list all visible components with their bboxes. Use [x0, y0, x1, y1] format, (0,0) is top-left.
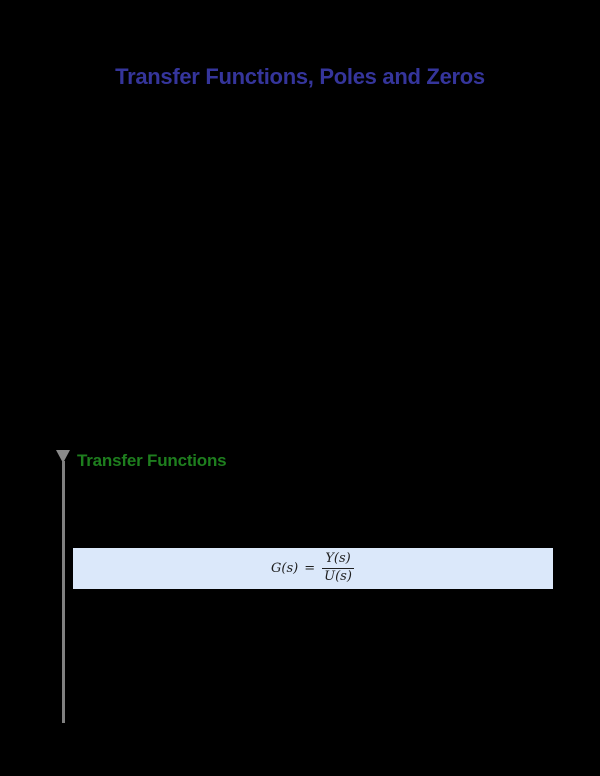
fraction — [321, 552, 355, 585]
equation-lhs: G(s) — [271, 561, 299, 576]
transfer-function-equation — [271, 552, 355, 585]
formula-highlight-box — [73, 548, 553, 589]
fraction-numerator: Y(s) — [322, 552, 353, 569]
equals-sign: = — [304, 561, 316, 576]
section-heading: Transfer Functions — [77, 451, 227, 470]
section-vertical-rule — [62, 461, 65, 723]
fraction-denominator: U(s) — [324, 569, 352, 584]
page-title: Transfer Functions, Poles and Zeros — [115, 64, 485, 89]
